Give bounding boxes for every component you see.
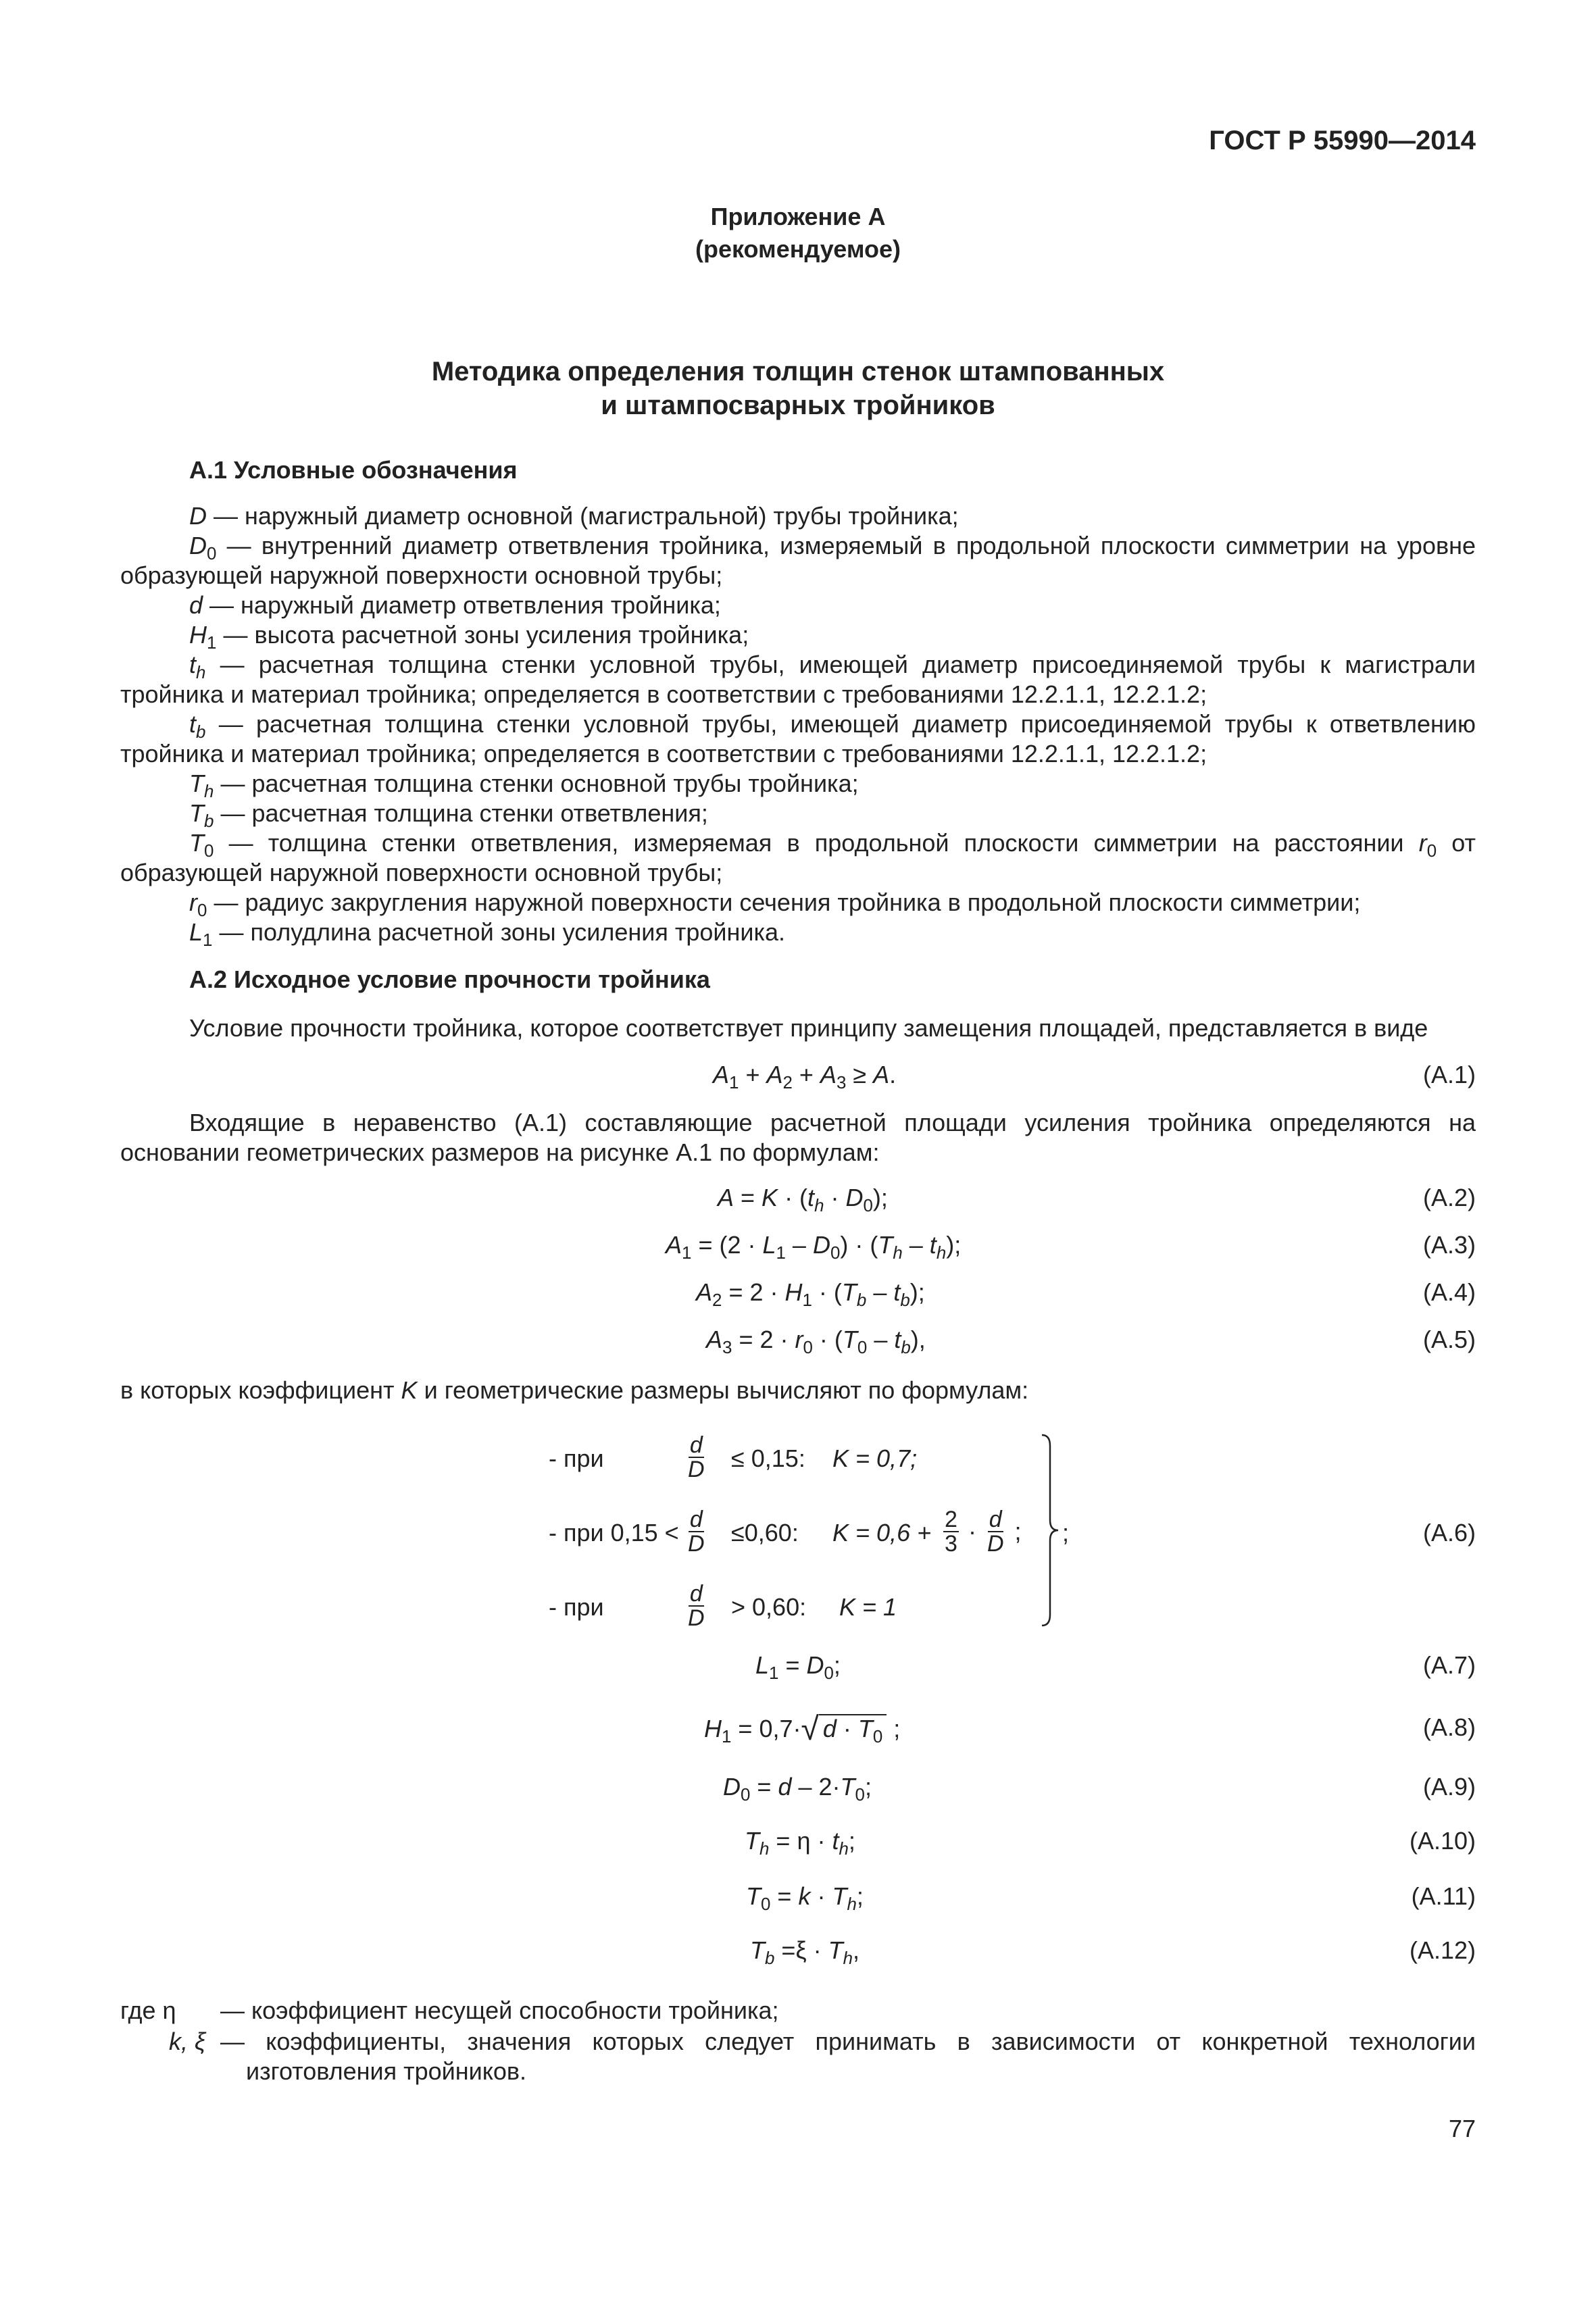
k-xi-description: — коэффициенты, значения которых следует принимать в зависимости от конкретной технологии изготовления тройников.: [220, 2028, 1476, 2085]
equation-a2: $A = K \cdot (t_h \cdot D_0)$;: [718, 1184, 888, 1215]
equation-a9: $D_0 = d - 2\cdot T_0$;: [723, 1773, 872, 1805]
k-xi-symbols: k, ξ: [169, 2028, 206, 2055]
equation-number: (А.7): [1422, 1651, 1476, 1679]
equation-a7: $L_1 = D_0$;: [755, 1651, 841, 1683]
equation-number: (А.3): [1422, 1231, 1476, 1259]
case-3-result: K = 1: [839, 1593, 897, 1621]
symbol-desc: от образующей наружной поверхности основной трубы;: [120, 829, 1476, 886]
equation-a12: $T_b =\xi \cdot T_h$,: [750, 1936, 859, 1968]
case-1-condition: ≤ 0,15:: [731, 1444, 805, 1472]
symbol-desc: — расчетная толщина стенки условной трубы, имеющей диаметр присоединяемой трубы к магистрали тройника и материал тройника; определяется в соответствии с требованиями 12.2.1.1, 12.2.1.2;: [120, 651, 1476, 708]
equation-number: (А.1): [1422, 1061, 1476, 1088]
symbol-item-Tb: $T_b$ — расчетная толщина стенки ответвления;: [189, 799, 708, 831]
case-2-condition: ≤0,60:: [731, 1519, 799, 1546]
where-eta: где η: [120, 1996, 176, 2024]
case-2-fraction: $\frac{d}{D}$: [688, 1507, 705, 1557]
symbol-desc: — наружный диаметр основной (магистральной) трубы тройника;: [214, 502, 959, 530]
symbol-item-D: D — наружный диаметр основной (магистральной) трубы тройника;: [189, 502, 959, 530]
case-2-prefix: - при 0,15 <: [549, 1519, 679, 1546]
symbol-desc: — расчетная толщина стенки ответвления;: [220, 799, 708, 827]
symbol-desc: — толщина стенки ответвления, измеряемая в продольной плоскости симметрии на расстоянии: [228, 829, 1404, 857]
equation-a1: $A_1 + A_2 + A_3 \ge A$.: [713, 1061, 897, 1092]
symbol-item-d: d — наружный диаметр ответвления тройника;: [189, 591, 721, 619]
case-1-result: K = 0,7;: [832, 1444, 918, 1472]
section-a2-intro: Условие прочности тройника, которое соответствует принципу замещения площадей, представляется в виде: [189, 1014, 1428, 1042]
symbol-item-tb: $t_b$ — расчетная толщина стенки условной трубы, имеющей диаметр присоединяемой трубы к ответвлению тройника и материал тройника; определяется в соответствии с требованиями 12.2.1.1, 12.2.1.2;: [120, 710, 1476, 768]
symbol-item-r0: $r_0$ — радиус закругления наружной поверхности сечения тройника в продольной плоскости симметрии;: [189, 888, 1361, 920]
equation-a11: $T_0 = k \cdot T_h$;: [746, 1882, 864, 1914]
equation-a4: $A_2 = 2 \cdot H_1 \cdot (T_b - t_b)$;: [696, 1278, 925, 1310]
symbol-desc: — внутренний диаметр ответвления тройника, измеряемый в продольной плоскости симметрии на уровне образующей наружной поверхности основной трубы;: [120, 532, 1476, 589]
case-1-fraction: $\frac{d}{D}$: [688, 1432, 705, 1482]
symbol-item-Th: $T_h$ — расчетная толщина стенки основной трубы тройника;: [189, 770, 859, 801]
page-number: 77: [1448, 2115, 1476, 2142]
symbol-item-D0: $D_0$ — внутренний диаметр ответвления тройника, измеряемый в продольной плоскости симметрии на уровне образующей наружной поверхности основной трубы;: [120, 532, 1476, 589]
symbol-desc: — полудлина расчетной зоны усиления тройника.: [219, 918, 786, 946]
appendix-title: Приложение А: [710, 203, 886, 230]
equation-number: (А.10): [1409, 1827, 1476, 1855]
equation-number: (А.5): [1422, 1326, 1476, 1353]
main-title-line2: и штампосварных тройников: [601, 391, 995, 420]
equation-number: (А.12): [1409, 1936, 1476, 1964]
symbol-item-T0: $T_0$ — толщина стенки ответвления, измеряемая в продольной плоскости симметрии на расстоянии $r_0$ от образующей наружной поверхности основной трубы;: [120, 829, 1476, 886]
symbol-item-L1: $L_1$ — полудлина расчетной зоны усиления тройника.: [189, 918, 786, 950]
case-3-fraction: $\frac{d}{D}$: [688, 1581, 705, 1631]
symbol-desc: — расчетная толщина стенки основной трубы тройника;: [220, 770, 859, 797]
equation-a3: $A_1 = (2 \cdot L_1 - D_0) \cdot (T_h - t_h)$;: [666, 1231, 962, 1263]
para3-end: и геометрические размеры вычисляют по формулам:: [424, 1376, 1029, 1404]
section-a1-heading: А.1 Условные обозначения: [189, 456, 518, 484]
symbol-desc: — наружный диаметр ответвления тройника;: [209, 591, 721, 619]
symbol-desc: — высота расчетной зоны усиления тройника;: [223, 621, 749, 649]
section-a2-para3: в которых коэффициент K и геометрические размеры вычисляют по формулам:: [120, 1376, 1029, 1404]
equation-number: (А.11): [1411, 1882, 1476, 1910]
equation-number: (А.8): [1422, 1713, 1476, 1741]
symbol-desc: — расчетная толщина стенки условной трубы, имеющей диаметр присоединяемой трубы к ответвлению тройника и материал тройника; определяется в соответствии с требованиями 12.2.1.1, 12.2.1.2;: [120, 710, 1476, 768]
case-2-result: K = 0,6 +: [832, 1519, 932, 1546]
equation-number: (А.6): [1422, 1519, 1476, 1546]
case-2-multiplier: $\frac{2}{3}$ · $\frac{d}{D}$ ;: [945, 1507, 1022, 1557]
case-3-condition: > 0,60:: [731, 1593, 807, 1621]
section-a2-para2: Входящие в неравенство (А.1) составляющие расчетной площади усиления тройника определяются на основании геометрических размеров на рисунке А.1 по формулам:: [120, 1109, 1476, 1166]
equation-a10: $T_h = \eta \cdot t_h$;: [745, 1827, 855, 1859]
main-title-line1: Методика определения толщин стенок штампованных: [431, 357, 1165, 386]
case-1-prefix: - при: [549, 1444, 604, 1472]
equation-a5: $A_3 = 2 \cdot r_0 \cdot (T_0 - t_b)$,: [706, 1326, 926, 1357]
appendix-subtitle: (рекомендуемое): [695, 235, 901, 263]
equation-number: (А.9): [1422, 1773, 1476, 1801]
section-a2-heading: А.2 Исходное условие прочности тройника: [189, 965, 710, 993]
standard-number: ГОСТ Р 55990—2014: [1209, 126, 1476, 155]
symbol-desc: — радиус закругления наружной поверхности сечения тройника в продольной плоскости симметрии;: [214, 888, 1361, 916]
symbol-item-H1: $H_1$ — высота расчетной зоны усиления тройника;: [189, 621, 749, 653]
eta-description: — коэффициент несущей способности тройника;: [220, 1996, 779, 2024]
para3-start: в которых коэффициент: [120, 1376, 395, 1404]
brace-semicolon: ;: [1062, 1519, 1070, 1546]
symbol-item-th: $t_h$ — расчетная толщина стенки условной трубы, имеющей диаметр присоединяемой трубы к магистрали тройника и материал тройника; определяется в соответствии с требованиями 12.2.1.1, 12.2.1.2;: [120, 651, 1476, 708]
equation-number: (А.4): [1422, 1278, 1476, 1306]
equation-number: (А.2): [1422, 1184, 1476, 1211]
case-3-prefix: - при: [549, 1593, 604, 1621]
equation-a8: $H_1 = 0,7\cdot√$ $d \cdot T_0$ ;: [704, 1711, 901, 1747]
